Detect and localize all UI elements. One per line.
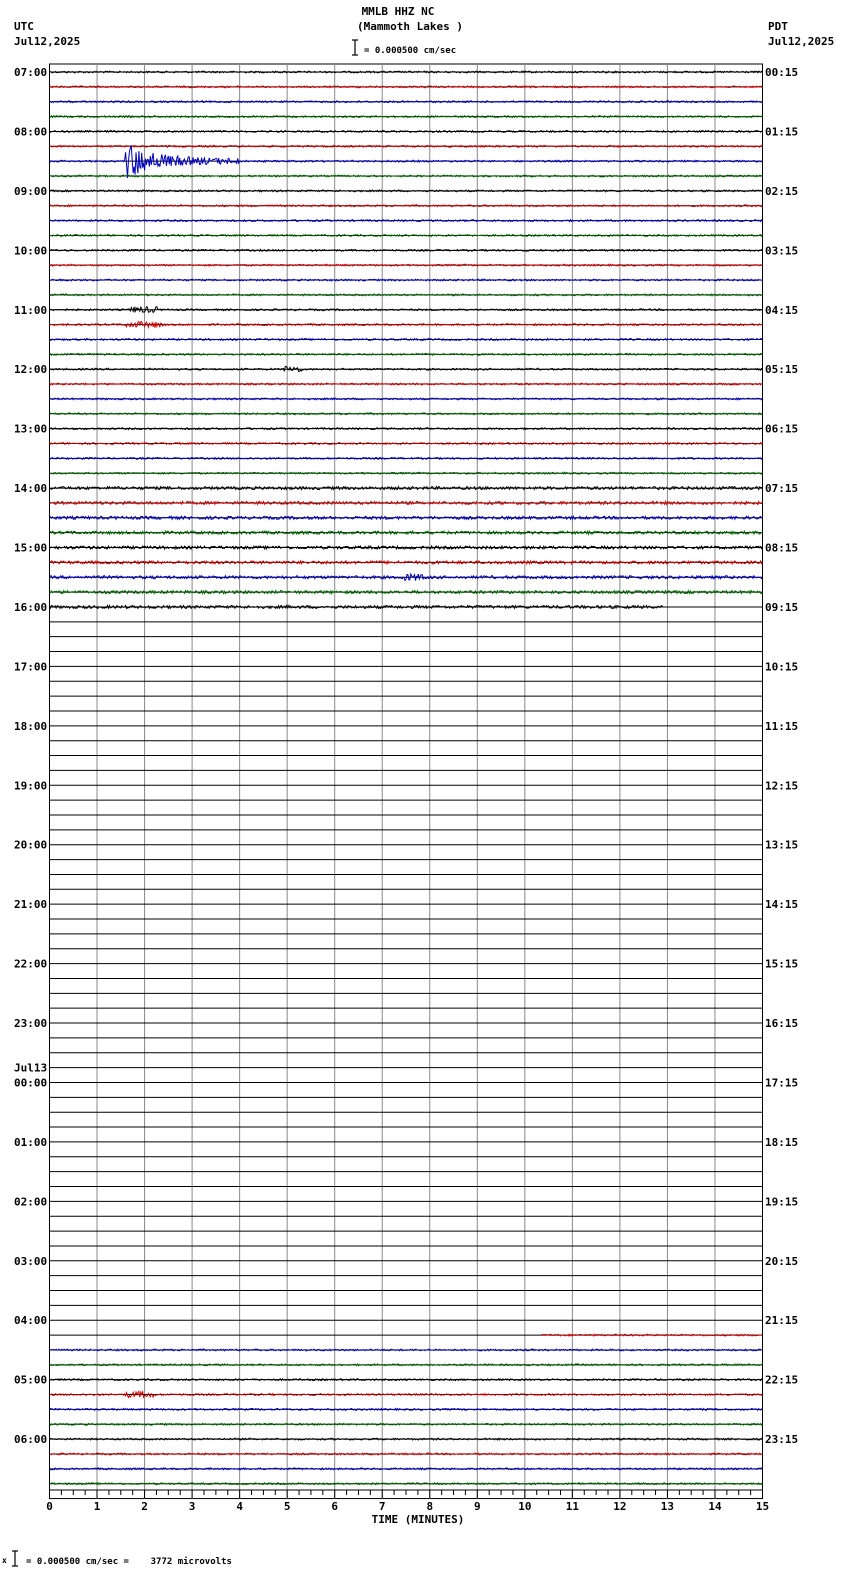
- trace-line: [50, 487, 763, 490]
- pdt-hour-label: 09:15: [765, 600, 799, 614]
- trace-line: [50, 501, 763, 504]
- pdt-hour-label: 03:15: [765, 244, 799, 258]
- utc-hour-label: 17:00: [14, 660, 48, 674]
- pdt-hour-label: 15:15: [765, 957, 799, 971]
- plot-frame: [50, 64, 763, 1499]
- pdt-hour-label: 00:15: [765, 66, 799, 79]
- pdt-hour-label: 07:15: [765, 482, 799, 496]
- trace-line: [50, 574, 763, 581]
- trace-line: [50, 279, 763, 281]
- trace-line: [50, 366, 763, 371]
- scale-text: = 0.000500 cm/sec: [364, 46, 457, 56]
- x-tick-label: 2: [141, 1500, 148, 1513]
- trace-line: [50, 1468, 763, 1470]
- trace-line: [50, 472, 763, 474]
- trace-line: [50, 1453, 763, 1455]
- footer-scale-bar-icon: [12, 1551, 18, 1566]
- utc-hour-label: 01:00: [14, 1135, 48, 1149]
- header: [14, 5, 834, 56]
- pdt-hour-label: 12:15: [765, 779, 799, 793]
- pdt-hour-label: 19:15: [765, 1195, 799, 1209]
- trace-line: [50, 131, 763, 133]
- trace-line: [542, 1334, 763, 1336]
- utc-hour-label: 09:00: [14, 184, 48, 198]
- utc-hour-label: 07:00: [14, 66, 48, 79]
- utc-hour-label: 20:00: [14, 838, 48, 852]
- utc-hour-label: 08:00: [14, 125, 48, 139]
- x-tick-label: 12: [613, 1500, 627, 1513]
- left-date: Jul12,2025: [14, 35, 81, 48]
- x-tick-label: 3: [188, 1500, 196, 1513]
- trace-line: [50, 383, 763, 385]
- x-tick-label: 5: [283, 1500, 291, 1513]
- scale-bar-icon: [352, 40, 358, 55]
- pdt-hour-label: 20:15: [765, 1254, 799, 1268]
- trace-line: [50, 146, 763, 178]
- right-timezone: PDT: [768, 20, 788, 33]
- x-tick-label: 8: [426, 1500, 434, 1513]
- pdt-hour-label: 17:15: [765, 1076, 799, 1090]
- utc-hour-label: 23:00: [14, 1017, 48, 1031]
- utc-hour-label: 03:00: [14, 1254, 48, 1268]
- seismic-traces: [50, 71, 763, 1485]
- station-title: MMLB HHZ NC: [361, 5, 435, 18]
- trace-line: [50, 175, 763, 177]
- x-tick-label: 4: [236, 1500, 243, 1513]
- pdt-hour-label: 23:15: [765, 1433, 799, 1447]
- x-tick-label: 7: [378, 1500, 386, 1513]
- footer: [2, 1551, 232, 1567]
- utc-hour-label: 10:00: [14, 244, 48, 258]
- x-tick-label: 1: [93, 1500, 101, 1513]
- utc-hour-label: 21:00: [14, 898, 48, 912]
- pdt-hour-label: 13:15: [765, 838, 799, 852]
- utc-hour-label: 22:00: [14, 957, 48, 971]
- left-timezone: UTC: [14, 20, 34, 33]
- trace-line: [50, 220, 763, 222]
- utc-hour-label: 02:00: [14, 1195, 48, 1209]
- plot-grid: [50, 64, 763, 1499]
- trace-line: [50, 1392, 763, 1398]
- pdt-hour-label: 16:15: [765, 1017, 799, 1031]
- trace-line: [50, 1438, 763, 1440]
- utc-hour-label: 13:00: [14, 422, 48, 436]
- right-date: Jul12,2025: [768, 35, 835, 48]
- trace-line: [50, 546, 763, 549]
- utc-hour-label: 00:00: [14, 1076, 48, 1090]
- x-tick-label: 6: [331, 1500, 339, 1513]
- location-subtitle: (Mammoth Lakes ): [357, 20, 463, 33]
- pdt-hour-label: 01:15: [765, 125, 799, 139]
- utc-hour-label: 15:00: [14, 541, 48, 555]
- utc-date-label: Jul13: [14, 1061, 48, 1075]
- trace-line: [50, 353, 763, 355]
- utc-hour-label: 06:00: [14, 1433, 48, 1447]
- utc-hour-label: 19:00: [14, 779, 48, 793]
- pdt-hour-label: 22:15: [765, 1373, 799, 1387]
- x-axis-label: TIME (MINUTES): [371, 1513, 465, 1526]
- pdt-hour-label: 21:15: [765, 1314, 799, 1328]
- pdt-hour-label: 18:15: [765, 1135, 799, 1149]
- utc-hour-labels: [14, 66, 47, 1446]
- trace-line: [50, 413, 763, 415]
- utc-hour-label: 04:00: [14, 1314, 48, 1328]
- x-tick-label: 9: [473, 1500, 481, 1513]
- pdt-hour-label: 06:15: [765, 422, 799, 436]
- pdt-hour-label: 14:15: [765, 898, 799, 912]
- footer-scale-note: = 0.000500 cm/sec = 3772 microvolts: [26, 1557, 232, 1567]
- pdt-hour-label: 05:15: [765, 363, 799, 377]
- trace-line: [50, 1349, 763, 1351]
- pdt-hour-label: 08:15: [765, 541, 799, 555]
- x-tick-label: 15: [755, 1500, 770, 1513]
- footer-mark-icon: x: [2, 1556, 7, 1565]
- x-tick-label: 11: [565, 1500, 579, 1513]
- x-tick-label: 10: [518, 1500, 532, 1513]
- trace-line: [50, 71, 763, 73]
- utc-hour-label: 11:00: [14, 303, 48, 317]
- utc-hour-label: 12:00: [14, 363, 48, 377]
- x-tick-label: 13: [660, 1500, 675, 1513]
- utc-hour-label: 05:00: [14, 1373, 48, 1387]
- time-axis: [46, 1490, 769, 1513]
- trace-line: [50, 1409, 763, 1411]
- x-tick-label: 0: [46, 1500, 53, 1513]
- pdt-hour-label: 11:15: [765, 719, 799, 733]
- pdt-hour-label: 02:15: [765, 184, 799, 198]
- pdt-hour-label: 04:15: [765, 303, 799, 317]
- trace-line: [50, 1364, 763, 1366]
- utc-hour-label: 14:00: [14, 482, 48, 496]
- x-tick-label: 14: [708, 1500, 722, 1513]
- utc-hour-label: 16:00: [14, 600, 48, 614]
- pdt-hour-label: 10:15: [765, 660, 799, 674]
- utc-hour-label: 18:00: [14, 719, 48, 733]
- pdt-hour-labels: [765, 66, 798, 1446]
- trace-line: [50, 190, 763, 192]
- trace-line: [50, 116, 763, 118]
